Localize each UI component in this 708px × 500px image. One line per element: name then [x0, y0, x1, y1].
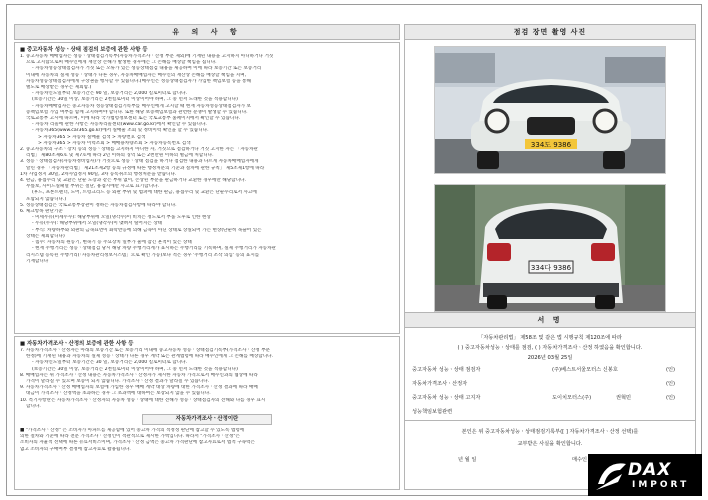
signature-heading: 서 명	[404, 312, 696, 328]
notes-heading: 유 의 사 항	[14, 24, 400, 40]
notice-line: 이내에 자동차의 실제 성능ㆍ상태가 다른 경우, 자동차매매업자는 매수인의 재산상 손해를 배상할 책임을 지며,	[26, 72, 247, 78]
appraiser-label: 자동차가격조사ㆍ산정자	[412, 381, 468, 387]
notice-line: 리시스템 등록된 주행거리(「자동차관리정보시스템」으로 확인 가능)보다 적은 경우 '주행거리 조작 의심' 등의 표시를	[26, 252, 260, 258]
notice-line: 5. 성능상태점검은 국토교통부장관이 정하는 자동차점검사항에 따라야 합니다.	[20, 202, 177, 208]
notice-line: - 자동차매매업자는 중고자동차 성능상태점검기록부를 매수인에게 고지할 때 현재 자동차성능상태점검자가 보	[32, 103, 251, 109]
logo-main-text: DAX	[628, 460, 672, 480]
logo-sub-text: IMPORT	[632, 480, 690, 490]
notice-line: 증책임보험 가입 여부를 함께 고지하여야 합니다. 또한 해당 보증책임보험과 관련한 분쟁이 발생할 수 있습니다.	[26, 109, 248, 115]
notice-line: 1. 중고자동차 매매업자는 성능ㆍ상태점검기록부(자동차가격조사ㆍ산정 부문 제외)에 기재된 내용을 고지하지 아니하거나 거짓	[20, 54, 274, 59]
notice-line: 별도로 배상받는 경우는 제외함.)	[26, 85, 92, 91]
price-notice-line: - 자동차인도일부터 보증기간은 30 일, 보증거리는 2,000 킬로미터로 합니다.	[32, 360, 188, 366]
notice-line: 4. 판금, 용접수리 및 교환은 단순 도장과 같은 부위 없이, 손상된 부분을 판금하거나 교환한 경우에만 해당합니다.	[20, 178, 246, 184]
price-section-title: ■ 자동차가격조사ㆍ산정의 보증에 관한 사항 등	[20, 341, 134, 347]
notice-line: - 누유(누수): 해당부위에서 오일(냉각수)이 맺혀서 떨어지는 상태	[32, 221, 163, 227]
inspector-seal: (인)	[666, 367, 676, 373]
price-section-body	[20, 348, 394, 410]
warranty-section	[14, 42, 400, 334]
photo-heading: 점검 장면 촬영 사진	[404, 24, 696, 40]
front-car-photo	[434, 46, 666, 174]
sign-date: 2026년 03월 25일	[527, 355, 573, 361]
price-definition-line: 의한 절차와 기준에 따라 전문 가격조사ㆍ산정인이 객관적으로 제시한 가액입니다. 따라서 "가격조사ㆍ산정"은	[20, 434, 240, 440]
law-statement-2: ( ) 중고자동차성능ㆍ상태를 점검, ( ) 자동차가격조사ㆍ산정 하였음을 확인합니다.	[457, 345, 643, 351]
price-notice-line: 가격이 달라질 수 있으며 보증이 되지 않습니다. 가격조사ㆍ산정 결과가 달라질 수 있습니다.	[26, 379, 210, 385]
insurance-label: 성능책임보험관련	[412, 409, 453, 415]
price-section	[14, 336, 400, 490]
buyer-notice-1: 본인은 위 중고자동차성능ㆍ상태점검기록부([ ] 자동차가격조사ㆍ산정 선택)를	[461, 429, 639, 435]
notice-line: > 자동차365 > 자동차 이력조회 > 매매용차량조회 > 자동차등록번호 검색	[38, 140, 191, 146]
price-notice-line: 7. 자동차가격조사ㆍ산정자는 아래의 보증기간 또는 보증거리 이내에 중고자동차 성능ㆍ상태점검기록부(가격조사ㆍ산정 부분	[20, 348, 271, 353]
notice-line: 6. 체크항목 판단기준	[20, 209, 63, 215]
notice-line: > 자동차365 > 자동차 실매물 검색 > 차량번호 검색	[38, 134, 146, 140]
buyer-date-blank: 년 월 일	[458, 457, 477, 463]
notice-line: 상태는 제외합니다)	[26, 233, 65, 239]
warranty-section-title: ■ 중고자동차 성능ㆍ상태 점검의 보증에 관한 사항 등	[20, 47, 148, 53]
notifier-label: 중고자동차 성능ㆍ상태 고지자	[412, 395, 481, 401]
price-definition-body	[20, 428, 394, 453]
price-notice-line: 한정)에 기재된 내용과 자동차의 실제 성능ㆍ상태가 다른 경우 계약 또는 관계법령에 따라 매수인에게 그 손해를 배상합니다.	[26, 354, 274, 360]
notice-line: 리법」 제80조제6호 및 제7호에 따라 2년 이하의 징역 또는 2천만원 이하의 벌금에 처합니다.	[26, 153, 214, 159]
price-definition-line: 소비자의 자율적 선택에 따른 유료서비스이며, 가격조사ㆍ산정 금액은 중고차 가격판단에 참고자료로서 법적 구속력은	[20, 440, 255, 446]
price-notice-line: 대금이 가격조사ㆍ산정액을 초과하는 경우 그 초과액에 대하여는 보장되지 않을 수 있습니다.	[26, 391, 211, 397]
notes-column	[14, 24, 400, 490]
price-notice-line: 9. 자동차가격조사ㆍ산정 매매업자의 보험에 가입한 경우 매매 계약 대상 차량에 대한 가격조사ㆍ산정 결과에 따라 매매	[20, 385, 258, 391]
notice-line: 자동차성능상태점검자에게 구상권을 행사할 수 있습니다.(매수인은 성능상태점검자가 가입한 책임보험 등을 통해	[26, 78, 251, 84]
price-notice-line: 8. 매매업자는 위 가격조사ㆍ산정 내용은 자동차가격조사ㆍ산정자가 제시한 자동차 가격으로서 매수인과의 협상에 따라	[20, 372, 258, 378]
notice-line: - 부식: 차량하부와 외판의 금속표면이 화학반응에 의해 금속이 아닌 상태로 상실되어 가는 현상(단순히 녹슬어 있는	[32, 227, 262, 233]
notice-line: - 자동차성능상태점검자가 거짓 또는 오류가 있는 성능상태점검 내용을 제공하여 이에 따라 보증기간 또는 보증거리	[32, 66, 262, 72]
buyer-notice-2: 교부받은 사실을 확인합니다.	[517, 441, 583, 447]
price-definition-heading: 자동차가격조사ㆍ산정이란	[142, 414, 272, 425]
notice-line: - 자동차365(www.car365.go.kr)에서 실매물 조회 및 정비이력 확인을 할 수 있습니다.	[32, 128, 209, 134]
notice-line: (후드, 프론트펜더, 도어, 트렁크리드 등 외판 부위 및 범퍼에 대한 판금, 용접수리 및 교환은 단순수리로서 사고에	[32, 190, 257, 196]
notice-line: 3. 성능ㆍ상태점검자(자동차정비업자)가 거짓으로 성능ㆍ상태 점검을 하거나 점검한 내용과 다르게 자동차매매업자에게	[20, 159, 259, 165]
notice-line: 알린 경우 「자동차관리법」 제21조제2항 등의 규정에 따른 행정처분의 기준과 절차에 관한 규칙」 제5조제1항에 따라	[26, 165, 265, 171]
notifier-seal: (인)	[666, 395, 676, 401]
notice-line: - 미세누유(미세누수): 해당부위에 오일(냉각수)이 비치는 정도로서 부품 노후로 인한 현상	[32, 215, 211, 221]
notice-line: - 자동차인도일부터 보증기간은 90 일, 보증거리는 2,000 킬로미터로 합니다.	[32, 91, 188, 97]
price-definition-line: ■ "가격조사ㆍ산정" 은 소비자가 아파트를 제공함에 있어 중고차 가격의 적정성 판단에 참고할 수 있도록 법령에	[20, 428, 245, 434]
warranty-section-body	[20, 54, 394, 265]
signature-divider	[404, 420, 696, 421]
price-notice-line: 10. 특기사항란은 자동차가격조사ㆍ산정자의 자동차 성능ㆍ상태에 대한 견해가 성능ㆍ상태점검자의 견해와 다를 경우 표시	[20, 397, 266, 403]
price-notice-line: 합니다.	[26, 403, 41, 409]
buyer-label: 매수인	[572, 457, 588, 463]
rear-plate-text: 334다 9386	[530, 264, 572, 272]
inspector-value: (주)베스트서울모터스 신봉호	[552, 367, 618, 373]
front-plate-text: 334도 9386	[530, 141, 572, 149]
photo-sign-column	[404, 24, 696, 490]
notice-line: - 현재 주행거리는 성능ㆍ상태점검 당시 해당 차량 주행거리계가 표시하는 주행거리를 기록하며, 실제 주행거리가 자동차관	[32, 246, 276, 252]
notice-line: (보증기간은 30일 이상, 보증거리는 2천킬로미터 이상이어야 하며, 그 중 먼저 도래한 것을 적용합니다)	[32, 97, 238, 103]
price-definition-line: 없고 소비자의 구매여부 결정에 참고자료로 활용됩니다.	[20, 446, 131, 452]
inspector-label: 중고자동차 성능ㆍ상태 점검자	[412, 367, 481, 373]
dax-import-logo	[588, 454, 702, 496]
notice-line: 으로 고지함으로써 매수인에게 재산상 손해가 발생한 경우에는 그 손해를 배상할 책임을 집니다.	[26, 60, 217, 66]
notice-line: - 침수: 자동차의 원동기, 변속기 등 주요장치 일부가 물에 잠긴 흔적이 있는 상태	[32, 240, 192, 246]
notice-line: 기재합니다	[26, 258, 49, 264]
notice-line: 포함되지 않습니다.)	[26, 196, 67, 202]
law-statement-1: 「자동차관리법」 제58조 및 같은 법 시행규칙 제120조에 따라	[478, 335, 622, 341]
price-notice-line: (보증기간은 30일 이상, 보증거리는 2천킬로미터 이상이어야 하며, 그 중 먼저 도래한 것을 적용합니다)	[32, 366, 238, 372]
notice-line: 국토교통부 고시에 따르며, 이에 따라 국가법령정보센터 또는 국토교통부 홈페이지에서 확인할 수 있습니다.	[26, 116, 241, 122]
notice-line: 1차 사업정지 30일, 2차사업정지 90일, 3차 등록취소의 행정처분을 받습니다.	[20, 171, 177, 177]
notice-line: - 자동차 리콜에 관한 사항은 자동차리콜센터(www.car.go.kr)에서 확인할 수 있습니다.	[32, 122, 207, 128]
notifier-value: 도이치모터스(주)	[552, 395, 592, 401]
rear-car-photo	[434, 184, 666, 312]
notice-line: 무릎보, 사이드실패널 부위는 절단, 용접시에만 사고로 표기합니다.	[26, 184, 159, 190]
appraiser-seal: (인)	[666, 381, 676, 387]
notifier-person: 권혁민	[616, 395, 632, 401]
notice-line: 2. 중고자동차의 구조ㆍ장치 등의 성능ㆍ상태를 고지하지 아니한 자, 거짓으로 점검하거나 거짓 고지한 자는 「자동차관	[20, 147, 258, 153]
